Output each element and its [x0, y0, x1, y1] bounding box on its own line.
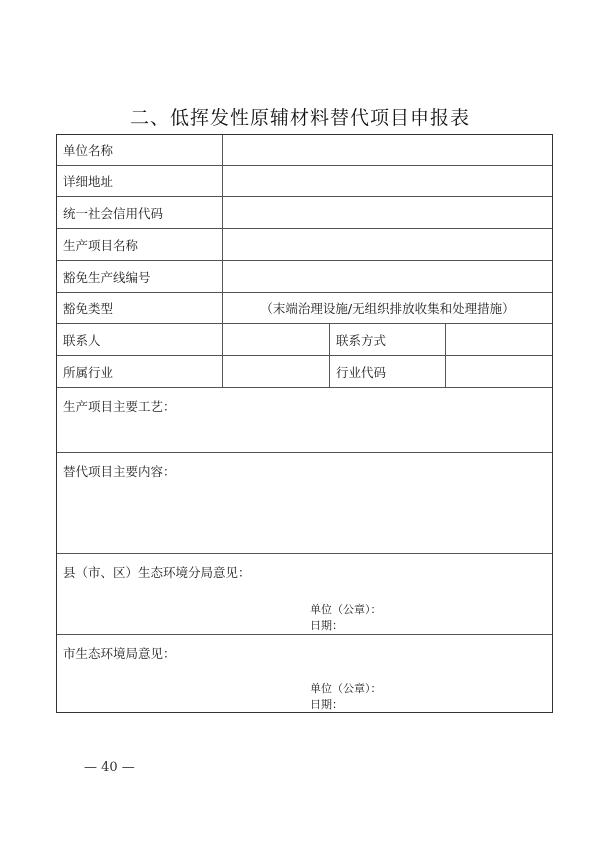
line-number-label: 豁免生产线编号 — [63, 269, 151, 285]
county-opinion-label: 县（市、区）生态环境分局意见： — [63, 565, 251, 580]
row-project-name — [57, 229, 552, 261]
section-city-opinion[interactable] — [57, 635, 552, 714]
line-number-value[interactable] — [222, 261, 552, 292]
address-label: 详细地址 — [63, 174, 114, 189]
main-process-label: 生产项目主要工艺： — [63, 399, 176, 414]
city-seal-label: 单位（公章）： — [310, 682, 382, 695]
county-date-label: 日期： — [310, 619, 343, 632]
row-credit-code — [57, 197, 552, 229]
row-contact — [57, 324, 552, 356]
section-county-opinion[interactable] — [57, 554, 552, 635]
application-form-table — [56, 134, 553, 713]
credit-code-value[interactable] — [222, 197, 552, 228]
industry-code-label: 行业代码 — [329, 356, 445, 387]
form-title: 二、低挥发性原辅材料替代项目申报表 — [129, 107, 470, 129]
industry-label: 所属行业 — [63, 364, 114, 380]
contact-method-label: 联系方式 — [329, 324, 445, 355]
section-main-process[interactable] — [57, 388, 552, 453]
page-number: — 40 — — [84, 760, 135, 775]
city-opinion-label: 市生态环境局意见： — [63, 646, 176, 661]
row-line-number — [57, 261, 552, 293]
row-exempt-type — [57, 293, 552, 324]
city-date-label: 日期： — [310, 698, 343, 711]
industry-code-value[interactable] — [445, 356, 552, 387]
row-industry — [57, 356, 552, 388]
credit-code-label: 统一社会信用代码 — [63, 205, 164, 221]
section-substitution-content[interactable] — [57, 453, 552, 554]
row-unit-name — [57, 135, 552, 166]
substitution-content-label: 替代项目主要内容： — [63, 464, 176, 479]
project-name-label: 生产项目名称 — [63, 237, 139, 253]
row-address — [57, 166, 552, 197]
contact-value[interactable] — [222, 324, 329, 355]
unit-name-label: 单位名称 — [63, 143, 114, 158]
exempt-type-label: 豁免类型 — [63, 301, 114, 316]
industry-value[interactable] — [222, 356, 329, 387]
exempt-type-hint[interactable]: （末端治理设施/无组织排放收集和处理措施） — [222, 293, 552, 323]
project-name-value[interactable] — [222, 229, 552, 260]
county-seal-label: 单位（公章）： — [310, 603, 382, 616]
unit-name-value[interactable] — [222, 135, 552, 165]
contact-method-value[interactable] — [445, 324, 552, 355]
contact-label: 联系人 — [63, 332, 101, 348]
address-value[interactable] — [222, 166, 552, 196]
